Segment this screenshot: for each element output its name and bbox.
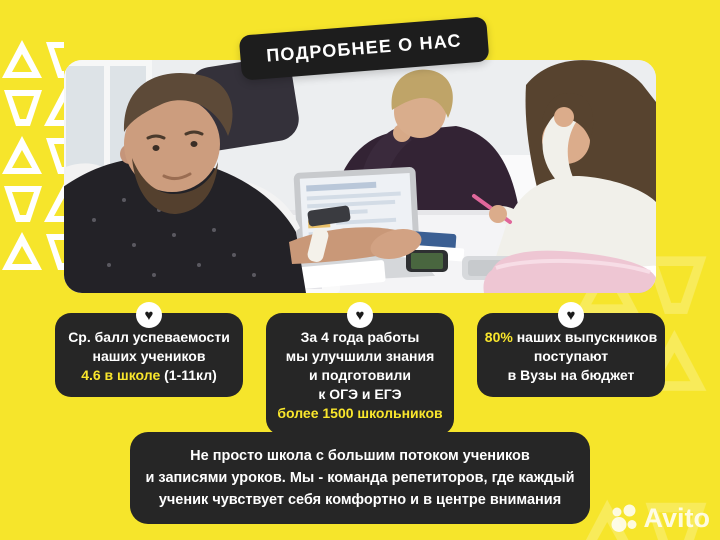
description-line: Не просто школа с большим потоком учеников <box>190 448 530 464</box>
stat-line: более 1500 школьников <box>277 405 443 421</box>
stat-line: За 4 года работы <box>300 329 420 345</box>
description-line: ученик чувствует себя комфортно и в центре внимания <box>158 492 562 508</box>
description-line: и записями уроков. Мы - команда репетиторов, где каждый <box>145 470 575 486</box>
stat-line: поступают <box>533 348 609 364</box>
students-photo <box>64 60 656 293</box>
stat-line: к ОГЭ и ЕГЭ <box>318 386 402 402</box>
stat-line: в Вузы на бюджет <box>507 367 635 383</box>
triangle-pattern-left <box>0 38 64 278</box>
heart-icon: ♥ <box>136 302 162 328</box>
stats-row <box>0 306 720 435</box>
heart-icon: ♥ <box>558 302 584 328</box>
title-badge-label: ПОДРОБНЕЕ О НАС <box>265 30 463 66</box>
stat-card-students-trained <box>266 306 454 435</box>
stat-line: 80% наших выпускников <box>484 329 658 345</box>
avito-watermark <box>609 503 711 534</box>
description-card <box>130 432 590 524</box>
heart-icon: ♥ <box>347 302 373 328</box>
stat-line: мы улучшили знания <box>285 348 435 364</box>
stat-card-average-grade <box>55 306 243 397</box>
stat-line: наших учеников <box>92 348 206 364</box>
stat-card-graduates <box>477 306 665 397</box>
avito-logo-icon <box>609 504 639 534</box>
students-photo-illustration <box>64 60 656 293</box>
stat-line: и подготовили <box>309 367 411 383</box>
stat-line: Ср. балл успеваемости <box>68 329 230 345</box>
avito-watermark-text: Avito <box>643 503 710 533</box>
stat-line: 4.6 в школе (1-11кл) <box>81 367 217 383</box>
